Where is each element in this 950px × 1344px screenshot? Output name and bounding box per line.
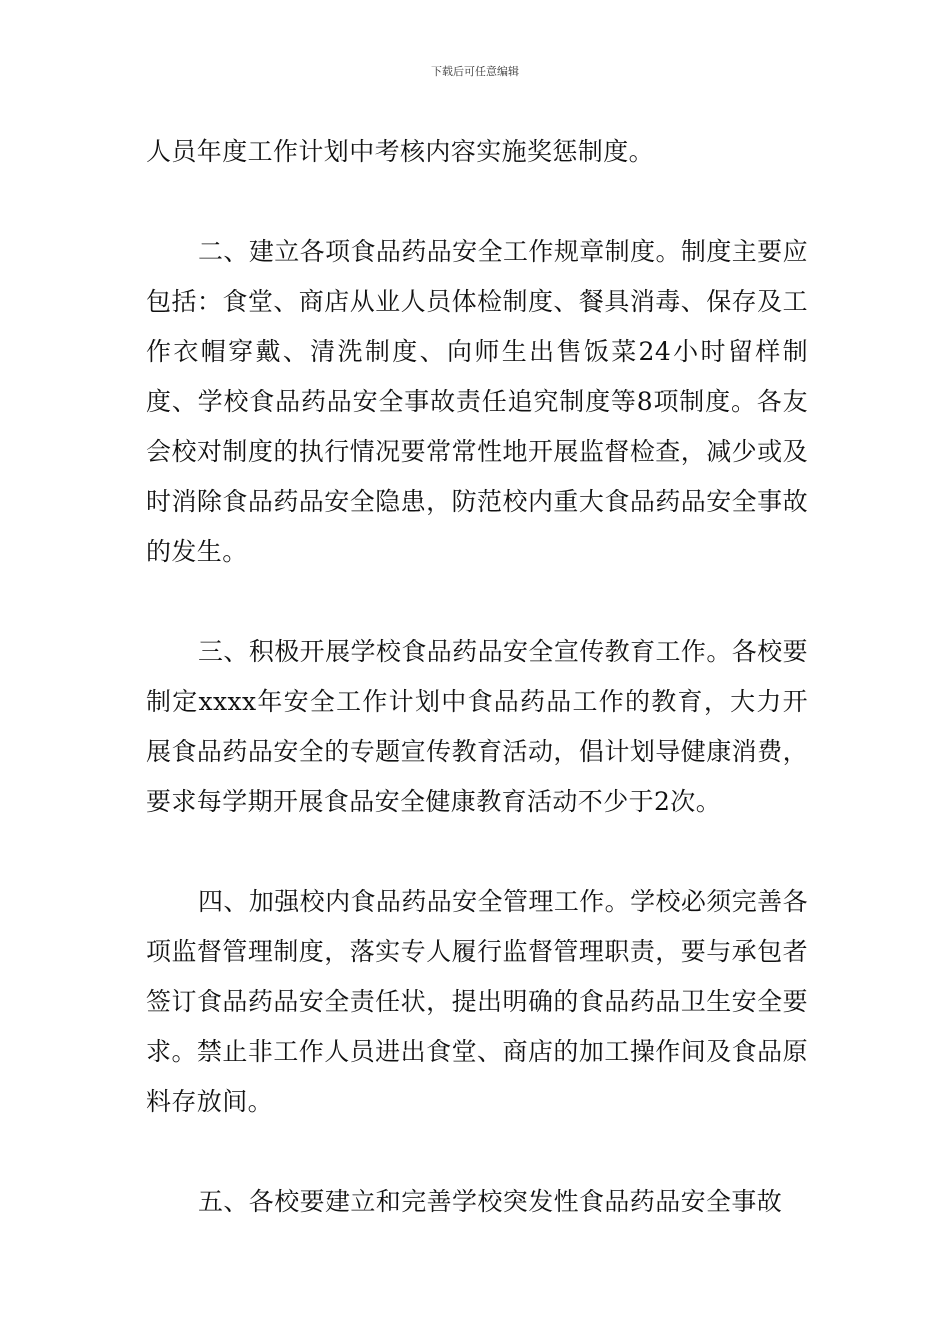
document-body: [146, 127, 808, 1227]
page-header: 下载后可任意编辑: [431, 65, 519, 78]
paragraph-section-4: 四、加强校内食品药品安全管理工作。学校必须完善各项监督管理制度，落实专人履行监督管理职责，要与承包者签订食品药品安全责任状，提出明确的食品药品卫生安全要求。禁止非工作人员进出食堂、商店的加工操作间及食品原料存放间。: [146, 887, 808, 1116]
paragraph-section-2: 二、建立各项食品药品安全工作规章制度。制度主要应包括：食堂、商店从业人员体检制度、餐具消毒、保存及工作衣帽穿戴、清洗制度、向师生出售饭菜24小时留样制度、学校食品药品安全事故责任追究制度等8项制度。各友会校对制度的执行情况要常常性地开展监督检查，减少或及时消除食品药品安全隐患，防范校内重大食品药品安全事故的发生。: [146, 237, 808, 566]
paragraph-spacer: [146, 827, 808, 877]
paragraph-section-3: 三、积极开展学校食品药品安全宣传教育工作。各校要制定xxxx年安全工作计划中食品药品工作的教育，大力开展食品药品安全的专题宣传教育活动，倡计划导健康消费，要求每学期开展食品安全健康教育活动不少于2次。: [146, 637, 808, 816]
paragraph-spacer: [146, 177, 808, 227]
paragraph-spacer: [146, 577, 808, 627]
paragraph-spacer: [146, 1127, 808, 1177]
paragraph-section-5: 五、各校要建立和完善学校突发性食品药品安全事故: [198, 1187, 783, 1216]
paragraph-continuation: 人员年度工作计划中考核内容实施奖惩制度。: [146, 137, 655, 166]
